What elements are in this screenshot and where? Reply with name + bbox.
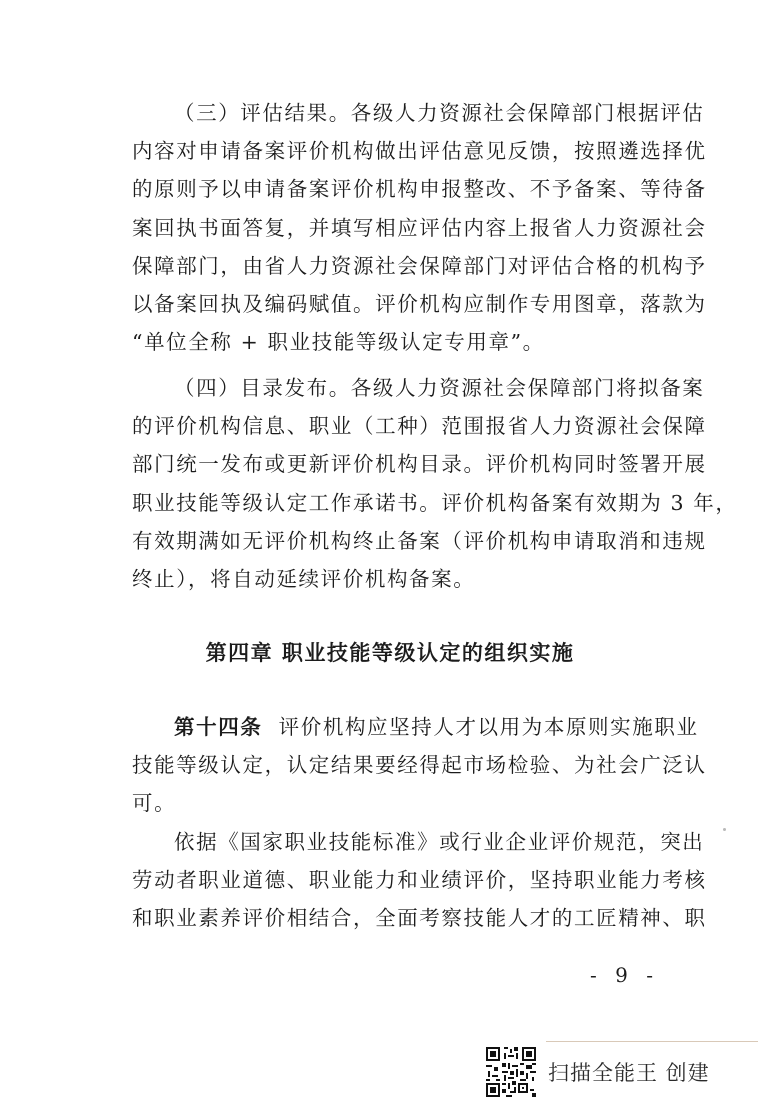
article-text: 评价机构应坚持人才以用为本原则实施职业 bbox=[278, 715, 699, 739]
text-line: 案回执书面答复，并填写相应评估内容上报省人力资源社会 bbox=[132, 215, 707, 240]
paragraph bbox=[132, 94, 707, 361]
section-catalog-release bbox=[132, 369, 738, 598]
text-line: 职业技能等级认定工作承诺书。评价机构备案有效期为 3 年， bbox=[132, 490, 738, 515]
paragraph bbox=[132, 823, 707, 938]
text-line: 的评价机构信息、职业（工种）范围报省人力资源社会保障 bbox=[132, 414, 707, 439]
divider bbox=[546, 1041, 758, 1042]
qr-code-icon bbox=[486, 1047, 536, 1097]
text-line: 有效期满如无评价机构终止备案（评价机构申请取消和违规 bbox=[132, 528, 707, 553]
text-line: 劳动者职业道德、职业能力和业绩评价，坚持职业能力考核 bbox=[132, 868, 707, 893]
article-label: 第十四条 bbox=[174, 715, 263, 739]
text-line: “单位全称 + 职业技能等级认定专用章”。 bbox=[132, 330, 545, 355]
text-line: 的原则予以申请备案评价机构申报整改、不予备案、等待备 bbox=[132, 177, 707, 202]
text-line: 以备案回执及编码赋值。评价机构应制作专用图章，落款为 bbox=[132, 292, 707, 317]
scan-speck bbox=[723, 828, 726, 831]
section-evaluation-results bbox=[132, 94, 707, 361]
text-line: 可。 bbox=[132, 791, 177, 816]
paragraph bbox=[132, 369, 738, 598]
paragraph bbox=[132, 708, 707, 823]
text-line: 技能等级认定，认定结果要经得起市场检验、为社会广泛认 bbox=[132, 753, 707, 778]
scanner-watermark bbox=[486, 1046, 710, 1098]
text-line: （四）目录发布。各级人力资源社会保障部门将拟备案 bbox=[174, 376, 705, 400]
text-line: 部门统一发布或更新评价机构目录。评价机构同时签署开展 bbox=[132, 452, 707, 477]
text-line: 依据《国家职业技能标准》或行业企业评价规范，突出 bbox=[174, 830, 705, 854]
text-line: 终止），将自动延续评价机构备案。 bbox=[132, 567, 476, 592]
article-14 bbox=[132, 708, 707, 823]
page-number: - 9 - bbox=[590, 963, 659, 987]
text-line: 和职业素养评价相结合，全面考察技能人才的工匠精神、职 bbox=[132, 906, 707, 931]
text-line bbox=[132, 708, 699, 746]
text-line: 内容对申请备案评价机构做出评估意见反馈，按照遴选择优 bbox=[132, 139, 707, 164]
text-line: （三）评估结果。各级人力资源社会保障部门根据评估 bbox=[174, 101, 705, 125]
watermark-text: 扫描全能王 创建 bbox=[548, 1061, 710, 1085]
paragraph-basis bbox=[132, 823, 707, 938]
text-line: 保障部门，由省人力资源社会保障部门对评估合格的机构予 bbox=[132, 253, 707, 278]
chapter-heading: 第四章 职业技能等级认定的组织实施 bbox=[205, 641, 575, 665]
